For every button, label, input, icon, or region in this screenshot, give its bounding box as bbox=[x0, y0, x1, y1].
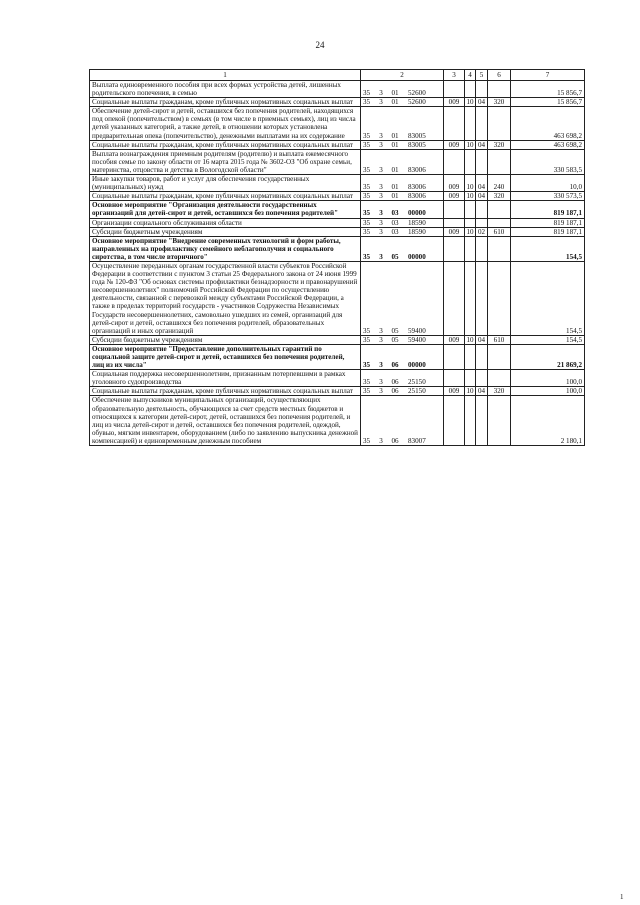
row-section-code bbox=[465, 149, 476, 174]
row-target-code bbox=[361, 192, 444, 201]
code-part-c4: 83007 bbox=[408, 436, 426, 445]
row-subsection-code: 04 bbox=[476, 387, 488, 396]
code-part-c2: 3 bbox=[379, 387, 383, 396]
row-expense-type bbox=[488, 344, 511, 369]
row-target-code bbox=[361, 140, 444, 149]
row-subsection-code bbox=[476, 344, 488, 369]
row-expense-type: 320 bbox=[488, 192, 511, 201]
code-part-c1: 35 bbox=[363, 387, 371, 396]
code-part-c2: 3 bbox=[379, 436, 383, 445]
row-amount: 330 583,5 bbox=[511, 149, 585, 174]
row-description: Основное мероприятие "Внедрение современных технологий и форм работы, направленных на профилактику семейного неблагополучия и социального сиротства, в том числе вторичного" bbox=[90, 236, 361, 261]
table-row bbox=[90, 396, 585, 446]
row-admin-code: 009 bbox=[444, 98, 465, 107]
code-part-c2: 3 bbox=[379, 378, 383, 387]
row-admin-code bbox=[444, 149, 465, 174]
code-part-c4: 25150 bbox=[408, 387, 426, 396]
table-row bbox=[90, 344, 585, 369]
table-row bbox=[90, 140, 585, 149]
row-subsection-code: 04 bbox=[476, 175, 488, 192]
table-row bbox=[90, 98, 585, 107]
code-part-c1: 35 bbox=[363, 227, 371, 236]
row-target-code bbox=[361, 227, 444, 236]
code-part-c4: 83005 bbox=[408, 131, 426, 140]
row-amount: 100,0 bbox=[511, 387, 585, 396]
row-description: Социальные выплаты гражданам, кроме публичных нормативных социальных выплат bbox=[90, 140, 361, 149]
row-amount: 100,0 bbox=[511, 370, 585, 387]
code-part-c3: 06 bbox=[391, 361, 399, 370]
header-cell-1: 1 bbox=[90, 70, 361, 81]
code-part-c4: 00000 bbox=[408, 252, 426, 261]
row-target-code bbox=[361, 81, 444, 98]
row-section-code bbox=[465, 201, 476, 218]
table-row bbox=[90, 201, 585, 218]
row-expense-type bbox=[488, 81, 511, 98]
code-part-c1: 35 bbox=[363, 183, 371, 192]
table-row bbox=[90, 370, 585, 387]
row-description: Основное мероприятие "Предоставление дополнительных гарантий по социальной защите детей-сирот и детей, оставшихся без попечения родителей, лиц из их числа" bbox=[90, 344, 361, 369]
row-subsection-code bbox=[476, 261, 488, 335]
row-admin-code bbox=[444, 218, 465, 227]
row-section-code: 10 bbox=[466, 192, 474, 201]
row-amount: 154,5 bbox=[511, 335, 585, 344]
row-target-code bbox=[361, 201, 444, 218]
row-description: Выплата единовременного пособия при всех формах устройства детей, лишенных родительского попечения, в семью bbox=[90, 81, 361, 98]
row-subsection-code bbox=[476, 396, 488, 446]
row-expense-type bbox=[488, 107, 511, 140]
code-part-c2: 3 bbox=[379, 227, 383, 236]
code-part-c2: 3 bbox=[379, 218, 383, 227]
table-row bbox=[90, 218, 585, 227]
row-section-code: 10 bbox=[465, 175, 476, 192]
row-amount: 21 869,2 bbox=[511, 344, 585, 369]
row-description: Иные закупки товаров, работ и услуг для обеспечения государственных (муниципальных) нужд bbox=[90, 175, 361, 192]
code-part-c3: 01 bbox=[391, 98, 399, 107]
header-cell-5: 5 bbox=[476, 70, 488, 81]
row-expense-type: 610 bbox=[488, 227, 511, 236]
row-expense-type bbox=[488, 261, 511, 335]
code-part-c3: 03 bbox=[391, 209, 399, 218]
table-row bbox=[90, 175, 585, 192]
code-part-c4: 83006 bbox=[408, 165, 426, 174]
code-part-c4: 83005 bbox=[408, 140, 426, 149]
row-admin-code bbox=[444, 261, 465, 335]
code-part-c3: 01 bbox=[391, 165, 399, 174]
code-part-c4: 59400 bbox=[408, 326, 426, 335]
code-part-c3: 05 bbox=[391, 326, 399, 335]
row-admin-code bbox=[444, 236, 465, 261]
code-part-c3: 03 bbox=[391, 218, 399, 227]
row-expense-type: 320 bbox=[488, 387, 511, 396]
row-expense-type: 320 bbox=[488, 140, 511, 149]
code-part-c2: 3 bbox=[379, 209, 383, 218]
table-row bbox=[90, 192, 585, 201]
code-part-c4: 83006 bbox=[408, 192, 426, 201]
code-part-c2: 3 bbox=[379, 361, 383, 370]
row-section-code bbox=[465, 261, 476, 335]
code-part-c1: 35 bbox=[363, 361, 371, 370]
table-row bbox=[90, 81, 585, 98]
row-expense-type bbox=[488, 218, 511, 227]
row-amount: 463 698,2 bbox=[511, 140, 585, 149]
row-description: Обеспечение детей-сирот и детей, оставшихся без попечения родителей, находящихся под опекой (попечительством) в семьях (в том числе в приемных семьях), лиц из числа детей указанных категорий, а также детей, в отношении которых установлена предварительная опека (попечительство), денежными выплатами на их содержание bbox=[90, 107, 361, 140]
row-section-code: 10 bbox=[466, 335, 474, 344]
row-expense-type: 320 bbox=[488, 98, 511, 107]
code-part-c1: 35 bbox=[363, 140, 371, 149]
row-admin-code: 009 bbox=[444, 192, 465, 201]
header-cell-6: 6 bbox=[488, 70, 511, 81]
code-part-c3: 01 bbox=[391, 89, 399, 98]
row-admin-code bbox=[444, 201, 465, 218]
row-target-code bbox=[361, 236, 444, 261]
row-subsection-code: 04 bbox=[476, 140, 488, 149]
code-part-c1: 35 bbox=[363, 98, 371, 107]
table-row bbox=[90, 227, 585, 236]
row-section-code bbox=[465, 396, 476, 446]
table-row bbox=[90, 149, 585, 174]
code-part-c2: 3 bbox=[379, 192, 383, 201]
code-part-c1: 35 bbox=[363, 165, 371, 174]
table-row bbox=[90, 335, 585, 344]
code-part-c1: 35 bbox=[363, 131, 371, 140]
row-expense-type bbox=[488, 396, 511, 446]
code-part-c3: 05 bbox=[391, 335, 399, 344]
code-part-c4: 18590 bbox=[408, 218, 426, 227]
row-target-code bbox=[361, 107, 444, 140]
row-amount: 819 187,1 bbox=[511, 227, 585, 236]
row-target-code bbox=[361, 335, 444, 344]
row-description: Выплата вознаграждения приемным родителям (родителю) и выплата ежемесячного пособия семье по закону области от 16 марта 2015 года № 3602-ОЗ "Об охране семьи, материнства, отцовства и детства в Вологодской области" bbox=[90, 149, 361, 174]
row-target-code bbox=[361, 175, 444, 192]
row-section-code bbox=[465, 344, 476, 369]
row-subsection-code bbox=[476, 218, 488, 227]
code-part-c3: 06 bbox=[391, 387, 399, 396]
header-cell-4: 4 bbox=[465, 70, 476, 81]
row-amount: 154,5 bbox=[511, 236, 585, 261]
row-amount: 15 856,7 bbox=[511, 98, 585, 107]
row-amount: 2 180,1 bbox=[511, 396, 585, 446]
row-admin-code bbox=[444, 107, 465, 140]
row-admin-code: 009 bbox=[444, 140, 465, 149]
row-subsection-code bbox=[476, 81, 488, 98]
row-expense-type bbox=[488, 370, 511, 387]
row-admin-code bbox=[444, 396, 465, 446]
header-cell-7: 7 bbox=[511, 70, 585, 81]
budget-table bbox=[89, 69, 585, 446]
row-subsection-code: 04 bbox=[476, 335, 488, 344]
row-section-code: 10 bbox=[466, 98, 474, 107]
row-target-code bbox=[361, 370, 444, 387]
row-subsection-code bbox=[476, 201, 488, 218]
table-header-row bbox=[90, 70, 585, 81]
row-description: Социальные выплаты гражданам, кроме публичных нормативных социальных выплат bbox=[90, 98, 361, 107]
row-target-code bbox=[361, 387, 444, 396]
code-part-c2: 3 bbox=[379, 183, 383, 192]
row-section-code bbox=[465, 236, 476, 261]
row-subsection-code bbox=[476, 149, 488, 174]
row-section-code bbox=[465, 218, 476, 227]
row-target-code bbox=[361, 218, 444, 227]
code-part-c2: 3 bbox=[379, 131, 383, 140]
code-part-c2: 3 bbox=[379, 98, 383, 107]
code-part-c1: 35 bbox=[363, 192, 371, 201]
code-part-c2: 3 bbox=[379, 140, 383, 149]
header-cell-2: 2 bbox=[361, 70, 444, 81]
row-section-code bbox=[465, 370, 476, 387]
row-expense-type bbox=[488, 236, 511, 261]
row-description: Обеспечение выпускников муниципальных организаций, осуществляющих образовательную деятельность, обучающихся за счет средств местных бюджетов и относящихся к категории детей-сирот, детей, оставшихся без попечения родителей, и лиц из числа детей-сирот и детей, оставшихся без попечения родителей, одеждой, обувью, мягким инвентарем, оборудованием (либо по заявлению выпускника денежной компенсацией) и единовременным денежным пособием bbox=[90, 396, 361, 446]
row-subsection-code: 04 bbox=[476, 192, 488, 201]
code-part-c2: 3 bbox=[379, 335, 383, 344]
row-target-code bbox=[361, 261, 444, 335]
table-row bbox=[90, 387, 585, 396]
code-part-c3: 03 bbox=[391, 227, 399, 236]
page-number: 24 bbox=[315, 40, 325, 50]
table-row bbox=[90, 236, 585, 261]
row-subsection-code bbox=[476, 236, 488, 261]
code-part-c2: 3 bbox=[379, 252, 383, 261]
row-admin-code bbox=[444, 344, 465, 369]
row-description: Субсидии бюджетным учреждениям bbox=[90, 335, 361, 344]
code-part-c3: 06 bbox=[391, 436, 399, 445]
row-expense-type bbox=[488, 149, 511, 174]
code-part-c4: 52600 bbox=[408, 89, 426, 98]
code-part-c1: 35 bbox=[363, 252, 371, 261]
row-admin-code: 009 bbox=[444, 335, 465, 344]
row-target-code bbox=[361, 149, 444, 174]
row-expense-type: 240 bbox=[488, 175, 511, 192]
header-cell-3: 3 bbox=[444, 70, 465, 81]
row-amount: 10,0 bbox=[511, 175, 585, 192]
code-part-c3: 01 bbox=[391, 140, 399, 149]
code-part-c1: 35 bbox=[363, 378, 371, 387]
row-subsection-code: 02 bbox=[476, 227, 488, 236]
row-admin-code bbox=[444, 81, 465, 98]
code-part-c3: 01 bbox=[391, 183, 399, 192]
row-admin-code: 009 bbox=[444, 175, 465, 192]
row-description: Организации социального обслуживания области bbox=[90, 218, 361, 227]
code-part-c4: 00000 bbox=[408, 209, 426, 218]
code-part-c4: 18590 bbox=[408, 227, 426, 236]
row-expense-type: 610 bbox=[488, 335, 511, 344]
row-description: Социальная поддержка несовершеннолетним, признанным потерпевшими в рамках уголовного судопроизводства bbox=[90, 370, 361, 387]
table-row bbox=[90, 261, 585, 335]
code-part-c1: 35 bbox=[363, 326, 371, 335]
code-part-c3: 05 bbox=[391, 252, 399, 261]
row-section-code: 10 bbox=[466, 140, 474, 149]
code-part-c1: 35 bbox=[363, 209, 371, 218]
row-amount: 154,5 bbox=[511, 261, 585, 335]
corner-mark: 1 bbox=[620, 893, 624, 901]
row-section-code bbox=[465, 81, 476, 98]
row-section-code: 10 bbox=[466, 387, 474, 396]
code-part-c4: 59400 bbox=[408, 335, 426, 344]
row-target-code bbox=[361, 396, 444, 446]
row-subsection-code bbox=[476, 370, 488, 387]
code-part-c3: 06 bbox=[391, 378, 399, 387]
code-part-c2: 3 bbox=[379, 165, 383, 174]
row-amount: 463 698,2 bbox=[511, 107, 585, 140]
row-section-code: 10 bbox=[466, 227, 474, 236]
row-description: Основное мероприятие "Организация деятельности государственных организаций для детей-сирот и детей, оставшихся без попечения родителей" bbox=[90, 201, 361, 218]
row-admin-code: 009 bbox=[444, 227, 465, 236]
code-part-c1: 35 bbox=[363, 218, 371, 227]
code-part-c4: 83006 bbox=[408, 183, 426, 192]
row-amount: 330 573,5 bbox=[511, 192, 585, 201]
row-subsection-code: 04 bbox=[476, 98, 488, 107]
row-admin-code bbox=[444, 370, 465, 387]
code-part-c4: 25150 bbox=[408, 378, 426, 387]
table-row bbox=[90, 107, 585, 140]
code-part-c3: 01 bbox=[391, 131, 399, 140]
row-amount: 819 187,1 bbox=[511, 218, 585, 227]
row-amount: 15 856,7 bbox=[511, 81, 585, 98]
code-part-c1: 35 bbox=[363, 335, 371, 344]
row-target-code bbox=[361, 344, 444, 369]
code-part-c3: 01 bbox=[391, 192, 399, 201]
code-part-c1: 35 bbox=[363, 436, 371, 445]
code-part-c1: 35 bbox=[363, 89, 371, 98]
row-description: Социальные выплаты гражданам, кроме публичных нормативных социальных выплат bbox=[90, 192, 361, 201]
row-description: Субсидии бюджетным учреждениям bbox=[90, 227, 361, 236]
row-target-code bbox=[361, 98, 444, 107]
code-part-c4: 00000 bbox=[408, 361, 426, 370]
row-description: Осуществление переданных органам государственной власти субъектов Российской Федерации в соответствии с пунктом 3 статьи 25 Федерального закона от 24 июня 1999 года № 120-ФЗ "Об основах системы профилактики безнадзорности и правонарушений несовершеннолетних" полномочий Российской Федерации по осуществлению деятельности, связанной с перевозкой между субъектами Российской Федерации, а также в пределах территорий государств - участников Содружества Независимых Государств несовершеннолетних, самовольно ушедших из семей, организаций для детей-сирот и детей, оставшихся без попечения родителей, образовательных организаций и иных организаций bbox=[90, 261, 361, 335]
row-amount: 819 187,1 bbox=[511, 201, 585, 218]
row-description: Социальные выплаты гражданам, кроме публичных нормативных социальных выплат bbox=[90, 387, 361, 396]
code-part-c4: 52600 bbox=[408, 98, 426, 107]
code-part-c2: 3 bbox=[379, 326, 383, 335]
row-expense-type bbox=[488, 201, 511, 218]
row-section-code bbox=[465, 107, 476, 140]
row-admin-code: 009 bbox=[444, 387, 465, 396]
code-part-c2: 3 bbox=[379, 89, 383, 98]
row-subsection-code bbox=[476, 107, 488, 140]
